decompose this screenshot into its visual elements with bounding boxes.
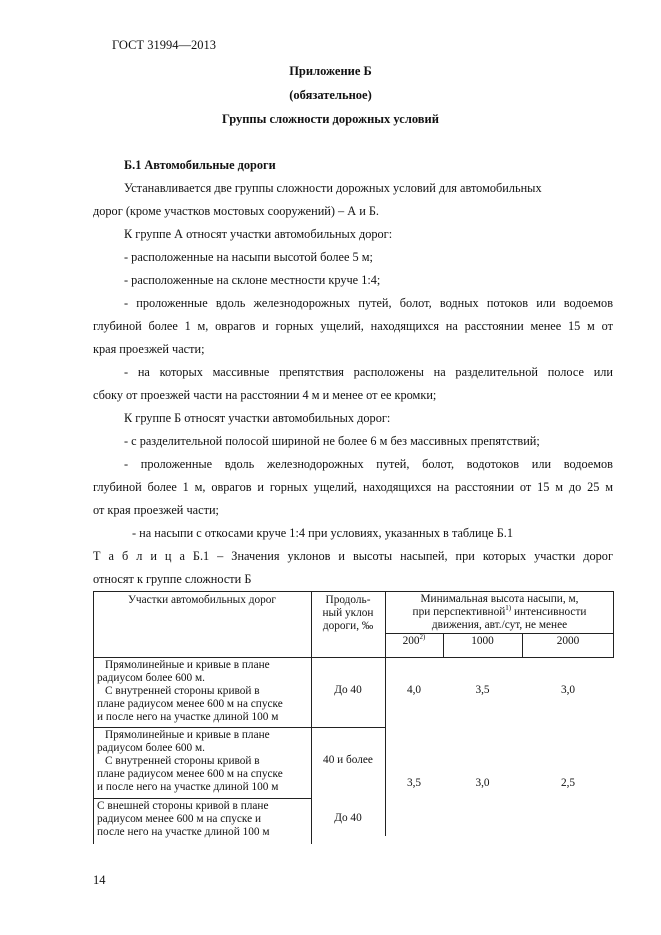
table-row-desc: Прямолинейные и кривые в плане радиусом более 600 м. С внутренней стороны кривой в плане радиусом менее 600 м на спуске и после него на участке длиной 100 м: [97, 729, 283, 793]
body-line: - расположенные на насыпи высотой более 5 м;: [124, 250, 373, 264]
table-cell-value: 3,0: [560, 684, 576, 696]
body-line: края проезжей части;: [93, 342, 205, 356]
table-row-slope: До 40: [334, 812, 362, 824]
table-cell-value: 3,5: [475, 684, 490, 696]
body-line: - проложенные вдоль железнодорожных путей, болот, водных потоков или водоемов: [124, 296, 613, 310]
body-line: Устанавливается две группы сложности дорожных условий для автомобильных: [124, 181, 542, 195]
body-line: от края проезжей части;: [93, 503, 219, 517]
table-caption: Т а б л и ц а Б.1 – Значения уклонов и высоты насыпей, при которых участки дорог: [93, 549, 613, 563]
table-cell-value: 3,5: [406, 777, 422, 789]
body-line: - расположенные на склоне местности круче 1:4;: [124, 273, 381, 287]
table-caption-cont: относят к группе сложности Б: [93, 572, 252, 586]
appendix-status: (обязательное): [289, 88, 372, 102]
body-line: К группе Б относят участки автомобильных дорог:: [124, 411, 391, 425]
table-row-slope: До 40: [334, 684, 362, 696]
table-row-desc: С внешней стороны кривой в плане радиусом менее 600 м на спуске и после него на участке длиной 100 м: [97, 800, 270, 838]
col-header-slope: Продоль- ный уклон дороги, ‰: [322, 594, 374, 632]
body-line: - проложенные вдоль железнодорожных путей, болот, водотоков или водоемов: [124, 457, 613, 471]
body-line: - с разделительной полосой шириной не более 6 м без массивных препятствий;: [124, 434, 540, 448]
subcol-200: 200$^{2)}$: [402, 633, 426, 647]
table-row-desc: Прямолинейные и кривые в плане радиусом более 600 м. С внутренней стороны кривой в плане радиусом менее 600 м на спуске и после него на участке длиной 100 м: [97, 659, 283, 723]
body-line: дорог (кроме участков мостовых сооружений) – А и Б.: [93, 204, 380, 218]
body-line: сбоку от проезжей части на расстоянии 4 м и менее от ее кромки;: [93, 388, 437, 402]
subcol-1000: 1000: [471, 635, 494, 647]
section-heading: Б.1 Автомобильные дороги: [124, 158, 276, 172]
table-cell-value: 4,0: [406, 684, 422, 696]
body-line: глубиной более 1 м, оврагов и горных ущелий, находящихся на расстоянии менее 15 м от: [93, 319, 613, 333]
page-number: 14: [93, 873, 106, 887]
appendix-title: Приложение Б: [289, 64, 372, 78]
col-header-sections: Участки автомобильных дорог: [127, 594, 277, 606]
subcol-2000: 2000: [556, 635, 580, 647]
body-line: - на насыпи с откосами круче 1:4 при условиях, указанных в таблице Б.1: [132, 526, 513, 540]
body-line: - на которых массивные препятствия расположены на разделительной полосе или: [124, 365, 613, 379]
table-b1: [93, 591, 614, 844]
table-row-slope: 40 и более: [323, 754, 373, 766]
table-cell-value: 2,5: [560, 777, 576, 789]
body-line: глубиной более 1 м, оврагов и горных ущелий, находящихся на расстоянии от 15 м до 25 м: [93, 480, 613, 494]
table-cell-value: 3,0: [475, 777, 490, 789]
appendix-subtitle: Группы сложности дорожных условий: [222, 112, 439, 126]
standard-number: ГОСТ 31994—2013: [112, 38, 216, 52]
body-line: К группе А относят участки автомобильных дорог:: [124, 227, 393, 241]
col-header-min-height: Минимальная высота насыпи, м, при перспективной$^{1)}$ интенсивности движения, авт./сут, не менее: [412, 593, 587, 631]
